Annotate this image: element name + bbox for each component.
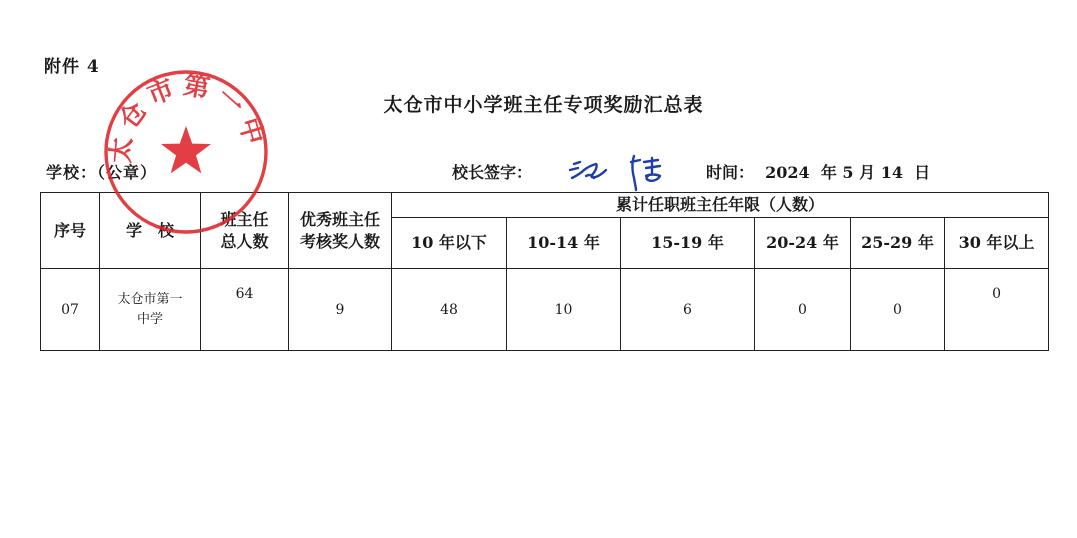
table-row: [41, 269, 1049, 351]
month-unit: 月: [859, 163, 876, 182]
header-years-0: 10 年以下: [392, 218, 507, 269]
time-label: 时间：: [706, 163, 755, 182]
cell-years-5: 0: [945, 269, 1049, 351]
header-excellent: 优秀班主任考核奖人数: [289, 193, 392, 269]
header-total: 班主任总人数: [201, 193, 289, 269]
day-unit: 日: [914, 163, 931, 182]
page-title: 太仓市中小学班主任专项奖励汇总表: [383, 94, 704, 116]
school-label: [46, 160, 157, 183]
header-years-2: 15-19 年: [621, 218, 755, 269]
cell-years-3: 0: [755, 269, 851, 351]
principal-signature-label: 校长签字：: [452, 163, 533, 182]
cell-total: 64: [201, 269, 289, 351]
month-value: 5: [842, 163, 854, 182]
svg-text:太仓市第一中: [106, 70, 270, 164]
header-years-3: 20-24 年: [755, 218, 851, 269]
header-years-1: 10-14 年: [507, 218, 621, 269]
seal-text: 太仓市第一中: [105, 70, 270, 165]
seal-star-icon: [161, 126, 211, 173]
date-line: [706, 160, 930, 183]
year-value: 2024: [765, 163, 810, 182]
attachment-label: 附件 4: [44, 57, 100, 77]
cell-years-1: 10: [507, 269, 621, 351]
cell-years-4: 0: [851, 269, 945, 351]
summary-table: [40, 192, 1049, 351]
principal-signature: [562, 148, 672, 192]
cell-years-2: 6: [621, 269, 755, 351]
year-unit: 年: [820, 163, 837, 182]
cell-excellent: 9: [289, 269, 392, 351]
cell-years-0: 48: [392, 269, 507, 351]
cell-school: 太仓市第一中学: [100, 269, 201, 351]
header-years-4: 25-29 年: [851, 218, 945, 269]
day-value: 14: [880, 163, 903, 182]
header-cumulative-group: 累计任职班主任年限（人数）: [392, 193, 1049, 218]
header-school: 学 校: [100, 193, 201, 269]
cell-seq: 07: [41, 269, 100, 351]
header-years-5: 30 年以上: [945, 218, 1049, 269]
school-seal-label: 学校：（公章）: [46, 163, 158, 182]
header-seq: 序号: [41, 193, 100, 269]
